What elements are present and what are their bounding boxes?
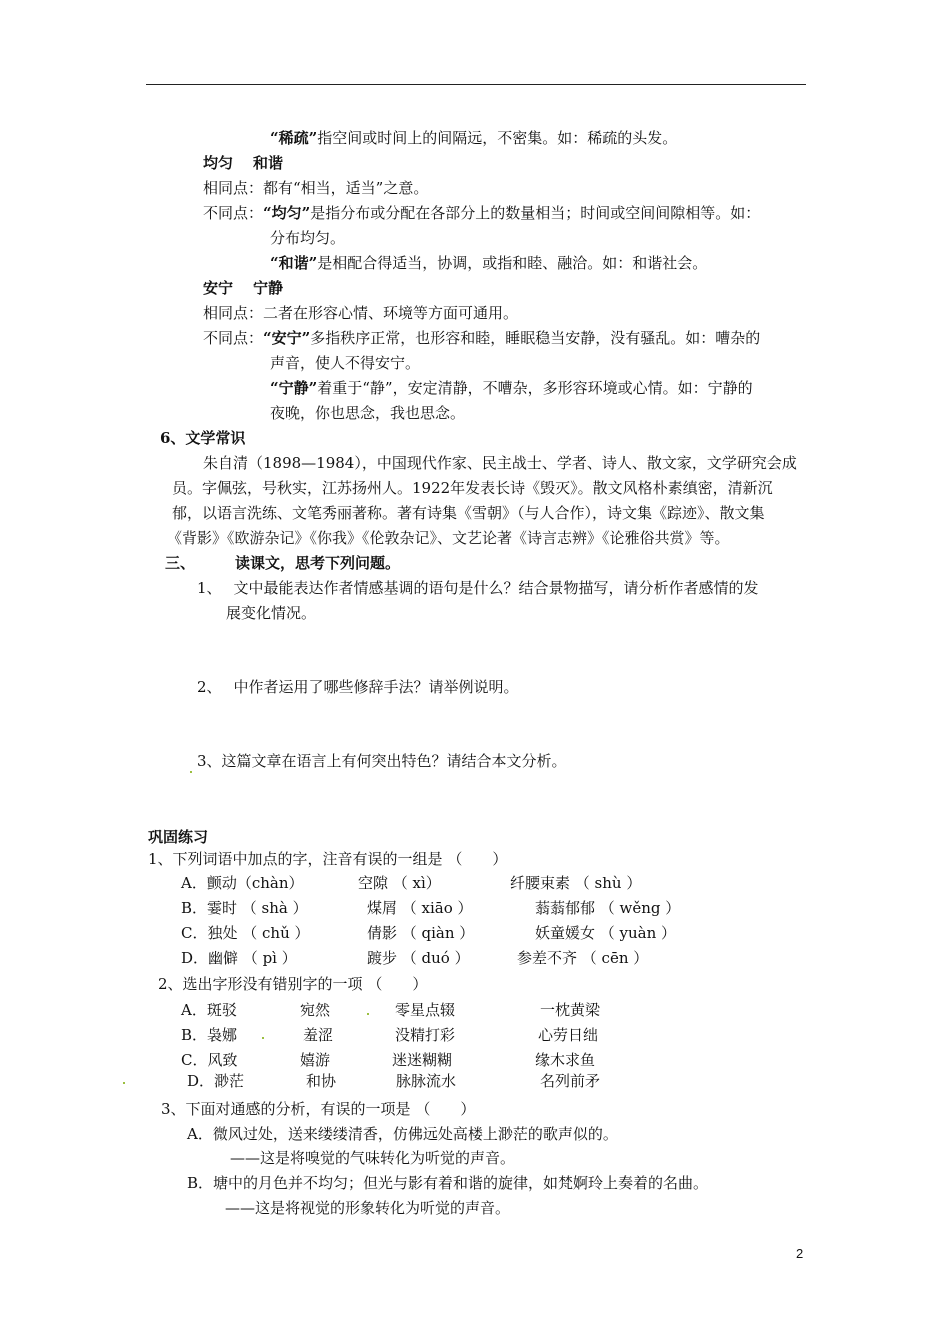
option-cell: 空隙 （ xì）	[358, 874, 441, 892]
option-cell: 迷迷糊糊	[392, 1051, 453, 1069]
option-cell: 名列前矛	[540, 1072, 601, 1090]
question-line: 1、 文中最能表达作者情感基调的语句是什么？结合景物描写，请分析作者感情的发	[197, 579, 759, 597]
question-line: 2、 中作者运用了哪些修辞手法？请举例说明。	[197, 678, 519, 696]
option-cell: 一枕黄梁	[540, 1001, 601, 1019]
option-cell: 嬉游	[300, 1051, 331, 1069]
question-line: 3、这篇文章在语言上有何突出特色？请结合本文分析。	[197, 752, 567, 770]
section-heading: 6、文学常识	[160, 429, 246, 447]
option-cell: 参差不齐 （ cēn ）	[517, 949, 649, 967]
option-note: ——这是将视觉的形象转化为听觉的声音。	[225, 1199, 511, 1217]
option-cell: C．独处 （ chǔ ）	[181, 924, 310, 942]
paragraph-line: 员。字佩弦，号秋实，江苏扬州人。1922年发表长诗《毁灭》。散文风格朴素缜密，清新沉	[172, 479, 773, 497]
option-cell: 煤屑 （ xiāo ）	[367, 899, 473, 917]
difference-line-cont: 夜晚，你也思念，我也思念。	[270, 404, 466, 422]
option-cell: 纤腰束素 （ shù ）	[510, 874, 642, 892]
question-stem: 3、下面对通感的分析，有误的一项是 （ ）	[161, 1100, 476, 1118]
option-cell: D．渺茫	[187, 1072, 245, 1090]
word-pair-heading: 均匀 和谐	[203, 154, 284, 172]
difference-line-cont: 分布均匀。	[270, 229, 346, 247]
paragraph-line: 《背影》《欧游杂记》《你我》《伦敦杂记》、文艺论著《诗言志辨》《论雅俗共赏》等。	[167, 529, 730, 547]
header-rule	[146, 84, 806, 85]
option-cell: 零星点辍	[395, 1001, 456, 1019]
option-cell: A．颤动（chàn）	[181, 874, 304, 892]
option-cell: 羞涩	[303, 1026, 334, 1044]
stray-mark	[262, 1037, 264, 1039]
option-cell: C．风致	[181, 1051, 238, 1069]
question-stem: 1、下列词语中加点的字，注音有误的一组是 （ ）	[148, 850, 508, 868]
option-cell: 倩影 （ qiàn ）	[367, 924, 475, 942]
xishu-definition: “稀疏”指空间或时间上的间隔远，不密集。如：稀疏的头发。	[270, 129, 678, 147]
option-cell: A．斑驳	[181, 1001, 237, 1019]
option-cell: 踱步 （ duó ）	[367, 949, 470, 967]
option-note: ——这是将嗅觉的气味转化为听觉的声音。	[230, 1149, 516, 1167]
difference-line: “宁静”着重于“静”，安定清静，不嘈杂，多形容环境或心情。如：宁静的	[270, 379, 753, 397]
option-line: A．微风过处，送来缕缕清香，仿佛远处高楼上渺茫的歌声似的。	[187, 1125, 618, 1143]
option-cell: 和协	[306, 1072, 337, 1090]
similarity-line: 相同点：都有“相当，适当”之意。	[203, 179, 429, 197]
option-cell: 蓊蓊郁郁 （ wěng ）	[535, 899, 681, 917]
difference-line-cont: 声音，使人不得安宁。	[270, 354, 421, 372]
option-cell: 妖童媛女 （ yuàn ）	[535, 924, 677, 942]
paragraph-line: 朱自清（1898—1984），中国现代作家、民主战士、学者、诗人、散文家，文学研究会成	[203, 454, 797, 472]
page-number: 2	[796, 1246, 804, 1261]
option-cell: 心劳日绌	[538, 1026, 599, 1044]
similarity-line: 相同点：二者在形容心情、环境等方面可通用。	[203, 304, 519, 322]
difference-line: 不同点：“安宁”多指秩序正常，也形容和睦，睡眠稳当安静，没有骚乱。如：嘈杂的	[203, 329, 761, 347]
option-cell: B．霎时 （ shà ）	[181, 899, 308, 917]
stray-mark	[190, 771, 192, 773]
question-stem: 2、选出字形没有错别字的一项 （ ）	[158, 975, 428, 993]
option-cell: D．幽僻 （ pì ）	[181, 949, 297, 967]
question-line-cont: 展变化情况。	[226, 604, 317, 622]
section-heading: 巩固练习	[148, 828, 209, 846]
option-cell: 宛然	[300, 1001, 331, 1019]
stray-mark	[367, 1013, 369, 1015]
difference-line: “和谐”是相配合得适当，协调，或指和睦、融洽。如：和谐社会。	[270, 254, 708, 272]
option-cell: 没精打彩	[395, 1026, 456, 1044]
difference-line: 不同点：“均匀”是指分布或分配在各部分上的数量相当；时间或空间间隙相等。如：	[203, 204, 761, 222]
option-line: B．塘中的月色并不均匀；但光与影有着和谐的旋律，如梵婀玲上奏着的名曲。	[187, 1174, 709, 1192]
stray-mark	[123, 1082, 125, 1084]
option-cell: 缘木求鱼	[535, 1051, 596, 1069]
paragraph-line: 郁，以语言洗练、文笔秀丽著称。著有诗集《雪朝》（与人合作），诗文集《踪迹》、散文集	[172, 504, 765, 522]
option-cell: B．袅娜	[181, 1026, 238, 1044]
option-cell: 脉脉流水	[396, 1072, 457, 1090]
word-pair-heading: 安宁 宁静	[203, 279, 284, 297]
section-heading: 三、 读课文，思考下列问题。	[165, 554, 401, 572]
